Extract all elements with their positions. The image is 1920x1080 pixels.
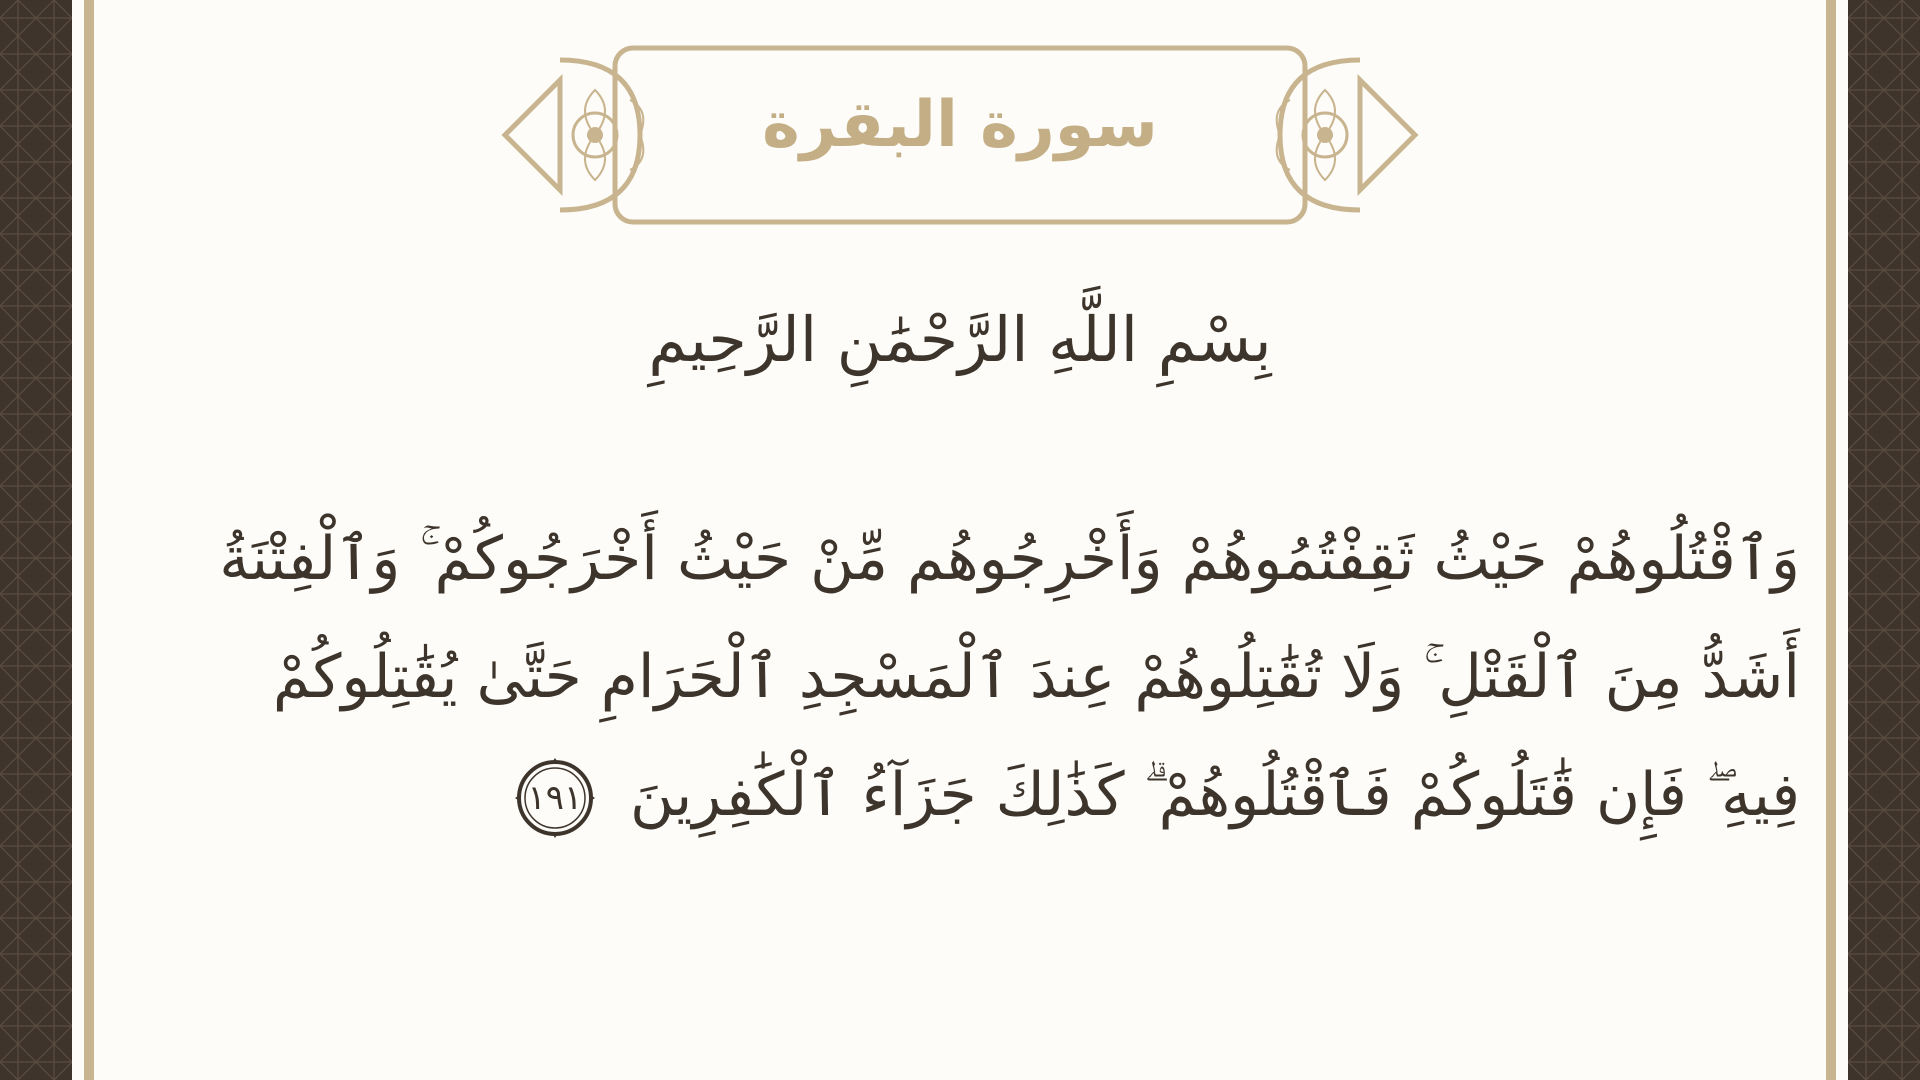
- right-gold-rule: [1826, 0, 1836, 1080]
- left-gold-rule: [84, 0, 94, 1080]
- basmala: بِسْمِ اللَّهِ الرَّحْمَٰنِ الرَّحِيمِ: [648, 303, 1272, 376]
- surah-title-frame: [500, 40, 1420, 230]
- verse-number: ١٩١: [527, 778, 583, 819]
- verse-block: [190, 500, 1800, 854]
- left-ornamental-border: [0, 0, 72, 1080]
- verse-text: وَٱقْتُلُوهُمْ حَيْثُ ثَقِفْتُمُوهُمْ وَأَخْرِجُوهُم مِّنْ حَيْثُ أَخْرَجُوكُمْ ۚ وَٱلْفِتْنَةُ أَشَدُّ مِنَ ٱلْقَتْلِ ۚ وَلَا تُقَٰتِلُوهُمْ عِندَ ٱلْمَسْجِدِ ٱلْحَرَامِ حَتَّىٰ يُقَٰتِلُوكُمْ فِيهِ ۖ فَإِن قَٰتَلُوكُمْ فَٱقْتُلُوهُمْ ۗ كَذَٰلِكَ جَزَآءُ ٱلْكَٰفِرِينَ: [219, 524, 1800, 830]
- right-ornamental-border: [1848, 0, 1920, 1080]
- verse-number-marker: [513, 756, 597, 840]
- surah-title: سورة البقرة: [762, 88, 1158, 162]
